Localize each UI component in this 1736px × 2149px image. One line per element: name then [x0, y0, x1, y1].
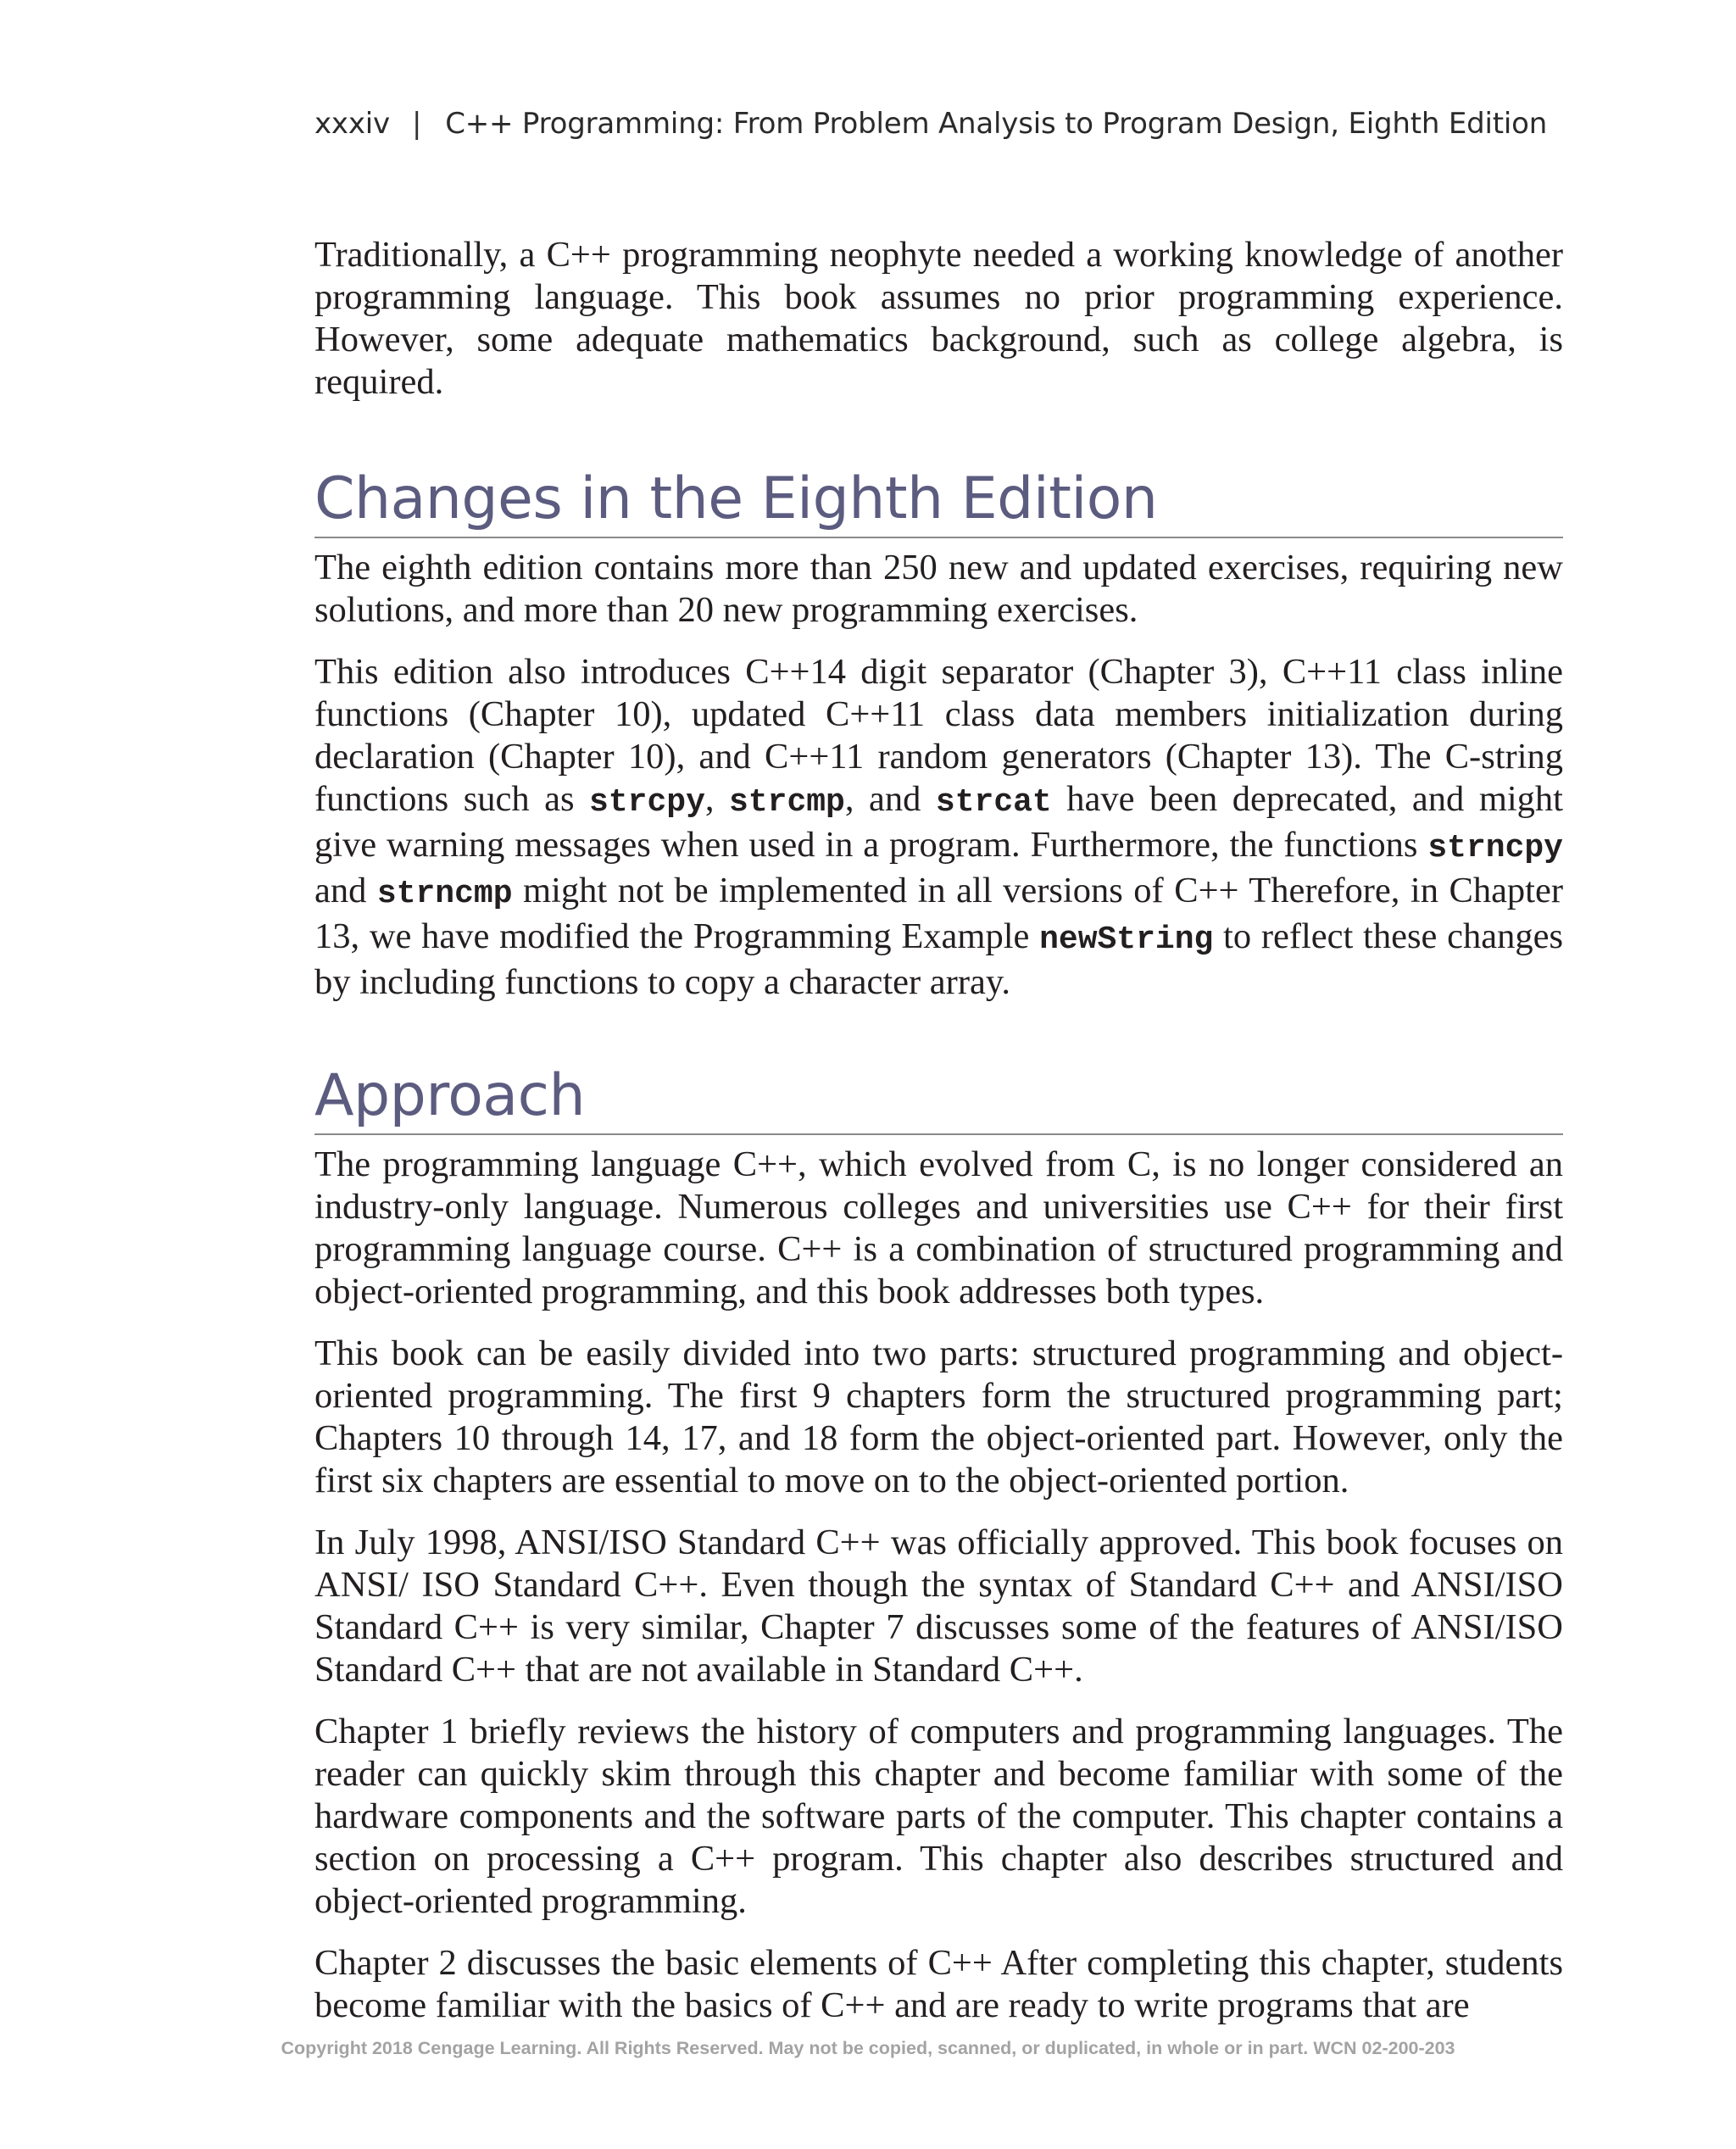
- code-strcmp: strcmp: [729, 784, 845, 821]
- approach-paragraph: In July 1998, ANSI/ISO Standard C++ was officially approved. This book focuses on ANSI/ ISO Standard C++. Even though the syntax of Standard C++ and ANSI/ISO Standard C++ is very similar, Chapter 7 discusses some of the features of ANSI/ISO Standard C++ that are not available in Standard C++.: [314, 1523, 1563, 1690]
- code-newstring: newString: [1039, 921, 1214, 958]
- section-heading-approach: Approach: [314, 1062, 1563, 1135]
- approach-paragraph: This book can be easily divided into two parts: structured programming and object-oriented programming. The first 9 chapters form the structured programming part; Chapters 10 through 14, 17, and 18 form the object-oriented part. However, only the first six chapters are essential to move on to the object-oriented portion.: [314, 1333, 1563, 1500]
- changes-paragraph-2: This edition also introduces C++14 digit separator (Chapter 3), C++11 class inline functions (Chapter 10), updated C++11 class data members initialization during declaration (Chapter 10), and C++11 random generators (Chapter 13). The C-string functions such as strcpy, strcmp, and strcat have been deprecated, and might give warning messages when used in a program. Furthermore, the functions strncpy and strncmp might not be implemented in all versions of C++ Therefore, in Chapter 13, we have modified the Programming Example newString to reflect these changes by including functions to copy a character array.: [314, 652, 1564, 1002]
- approach-paragraph: Chapter 2 discusses the basic elements of C++ After completing this chapter, students become familiar with the basics of C++ and are ready to write programs that are: [314, 1943, 1563, 2025]
- approach-paragraph: Chapter 1 briefly reviews the history of computers and programming languages. The reader can quickly skim through this chapter and become familiar with some of the hardware components and the software parts of the computer. This chapter contains a section on processing a C++ program. This chapter also describes structured and object-oriented programming.: [314, 1712, 1563, 1921]
- copyright-footer: Copyright 2018 Cengage Learning. All Rights Reserved. May not be copied, scanned, or duplicated, in whole or in part. WCN 02-200-203: [281, 2038, 1455, 2058]
- running-header: [314, 107, 1547, 141]
- approach-paragraph: The programming language C++, which evolved from C, is no longer considered an industry-only language. Numerous colleges and universities use C++ for their first programming language course. C++ is a combination of structured programming and object-oriented programming, and this book addresses both types.: [314, 1144, 1563, 1311]
- header-separator: |: [411, 107, 422, 141]
- section-heading-changes: Changes in the Eighth Edition: [314, 465, 1563, 538]
- intro-paragraph: Traditionally, a C++ programming neophyte needed a working knowledge of another programming language. This book assumes no prior programming experience. However, some adequate mathematics background, such as college algebra, is required.: [314, 235, 1563, 402]
- code-strcat: strcat: [935, 784, 1052, 821]
- page-number: xxxiv: [314, 107, 390, 141]
- page-body: [314, 234, 1563, 2046]
- changes-paragraph-1: The eighth edition contains more than 250 new and updated exercises, requiring new solutions, and more than 20 new programming exercises.: [314, 548, 1563, 630]
- code-strcpy: strcpy: [589, 784, 705, 821]
- code-strncmp: strncmp: [376, 876, 513, 912]
- book-title: C++ Programming: From Problem Analysis to Program Design, Eighth Edition: [445, 107, 1548, 141]
- code-strncpy: strncpy: [1427, 830, 1563, 866]
